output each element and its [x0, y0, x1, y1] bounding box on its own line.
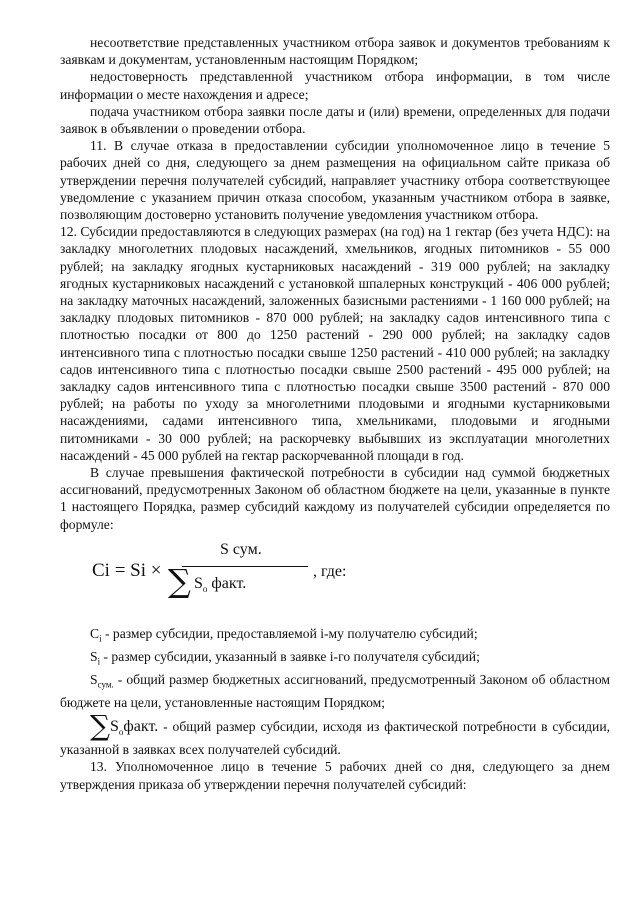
paragraph-11-refusal: 11. В случае отказа в предоставлении субсидии уполномоченное лицо в течение 5 рабочих дней со дня, следующего за днем размещения на официальном сайте приказа об утверждении перечня получателей субсидий, направляет участнику отбора соответствующее уведомление с указанием причин отказа способом, указанным участником отбора в заявке, позволяющим достоверно установить получение уведомления участником отбора. — [60, 138, 610, 223]
subsidy-formula — [60, 533, 610, 625]
legend-ci: $C_i$ - размер субсидии, предоставляемой i-му получателю субсидий; — [90, 625, 478, 644]
formula-lhs: Ci = Si × — [92, 559, 162, 581]
legend-sum-so-fact: $\sum S_oфакт$. - общий размер субсидии, исходя из фактической потребности в субсидии, указанной в заявках всех получателей субсидий. — [60, 708, 610, 758]
paragraph-excess-demand: В случае превышения фактической потребности в субсидии над суммой бюджетных ассигнований, предусмотренных Законом об областном бюджете на цели, указанные в пункте 1 настоящего Порядка, размер субсидий каждому из получателей субсидии определяется по формуле: — [60, 465, 610, 532]
formula-sigma: ∑ — [168, 561, 191, 600]
formula-fraction-bar — [182, 566, 308, 567]
paragraph-unreliability: недостоверность представленной участником отбора информации, в том числе информации о месте нахождения и адресе; — [60, 69, 610, 102]
document-page — [60, 34, 610, 793]
formula-tail: , где: — [313, 562, 347, 580]
legend-ssum: $S_{сум.}$ - общий размер бюджетных ассигнований, предусмотренный Законом об областном бюджете на цели, установленные настоящим Порядком; — [60, 671, 610, 710]
formula-numerator: S сум. — [220, 540, 262, 558]
paragraph-late-submission: подача участником отбора заявки после даты и (или) времени, определенных для подачи заявок в объявлении о проведении отбора. — [60, 103, 610, 137]
paragraph-13: 13. Уполномоченное лицо в течение 5 рабочих дней со дня, следующего за днем утверждения приказа об утверждении перечня получателей субсидий: — [60, 759, 610, 792]
legend-si: $S_i$ - размер субсидии, указанный в заявке i-го получателя субсидий; — [90, 648, 480, 667]
paragraph-12-subsidy-amounts: 12. Субсидии предоставляются в следующих размерах (на год) на 1 гектар (без учета НДС): на закладку многолетних плодовых насаждений, хмельников, ягодных питомников - 55 000 рублей; на закладку ягодных кустарниковых насаждений - 319 000 рублей; на закладку ягодных кустарниковых насаждений с установкой шпалерных конструкций - 406 000 рублей; на закладку маточных насаждений, заложенных базисными растениями - 1 160 000 рублей; на закладку плодовых питомников - 870 000 рублей; на закладку садов интенсивного типа с плотностью посадки от 800 до 1250 растений - 290 000 рублей; на закладку садов интенсивного типа с плотностью посадки свыше 1250 растений - 410 000 рублей; на закладку садов интенсивного типа с плотностью посадки свыше 2500 растений - 495 000 рублей; на закладку садов интенсивного типа с плотностью посадки свыше 3500 растений - 870 000 рублей; на работы по уходу за многолетними плодовыми и ягодными кустарниковыми насаждениями, садами интенсивного типа, хмельниками, плодовыми и ягодными питомниками - 30 000 рублей; на раскорчевку выбывших из эксплуатации многолетних насаждений - 45 000 рублей на гектар раскорчеванной площади в год. — [60, 224, 610, 463]
formula-denominator: $S_o$ факт. — [194, 574, 247, 595]
paragraph-nonconformity: несоответствие представленных участником отбора заявок и документов требованиям к заявкам и документам, установленным настоящим Порядком; — [60, 35, 610, 68]
